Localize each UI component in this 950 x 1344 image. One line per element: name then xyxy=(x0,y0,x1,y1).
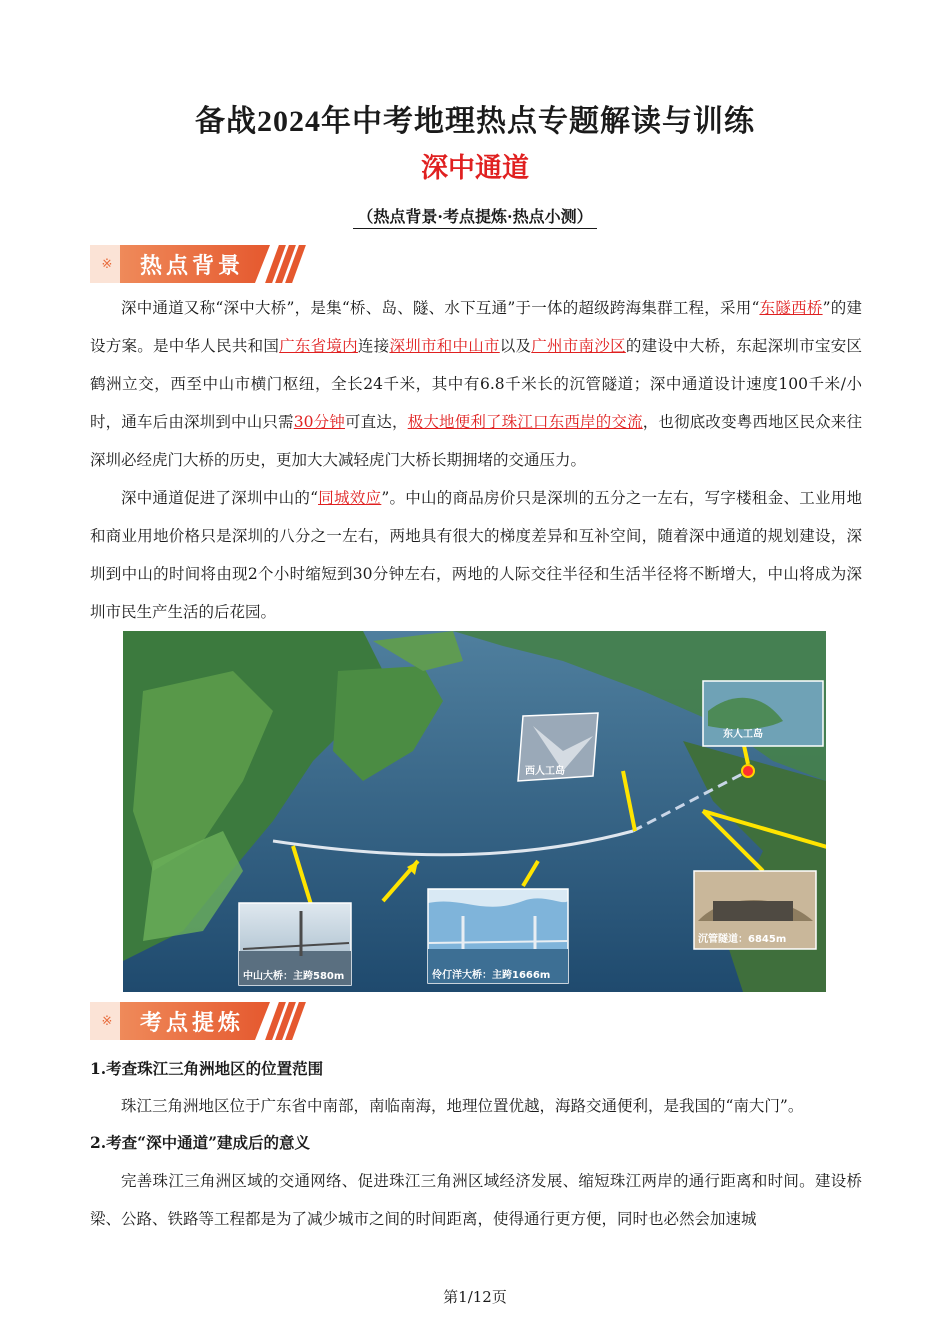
tunnel-inset xyxy=(694,871,816,949)
east-island-label: 东人工岛 xyxy=(723,729,763,740)
point-heading-2: 2.考查“深中通道”建成后的意义 xyxy=(90,1133,311,1152)
east-island-inset xyxy=(703,681,823,746)
point-paragraph-2: 完善珠江三角洲区域的交通网络、促进珠江三角洲区域经济发展、缩短珠江两岸的通行距离和时间。建设桥梁、公路、铁路等工程都是为了减少城市之间的时间距离，使得通行更方便，同时也必然会加速城 xyxy=(90,1172,862,1228)
zhongshan-bridge-inset xyxy=(239,903,351,985)
lingdingyang-bridge-inset xyxy=(428,889,568,983)
zhongshan-bridge-label: 中山大桥：主跨580m xyxy=(243,971,345,982)
point-heading-1: 1.考查珠江三角洲地区的位置范围 xyxy=(90,1059,324,1078)
highlight-text: 广州市南沙区 xyxy=(531,337,626,355)
section-banner-points xyxy=(90,1002,300,1040)
figure-illustration xyxy=(123,631,826,992)
background-paragraph-2: 深中通道促进了深圳中山的“同城效应”。中山的商品房价只是深圳的五分之一左右，写字楼租金、工业用地和商业用地价格只是深圳的八分之一左右，两地具有很大的梯度差异和互补空间，随着深中通道的规划建设，深圳到中山的时间将由现2个小时缩短到30分钟左右，两地的人际交往半径和生活半径将不断增大，中山将成为深圳市民生产生活的后花园。 xyxy=(90,489,862,621)
highlight-text: 同城效应 xyxy=(318,489,382,507)
document-subtitle: 深中通道 xyxy=(421,153,529,184)
section-title-points: 考点提炼 xyxy=(140,1011,245,1036)
background-paragraph-1: 深中通道又称“深中大桥”，是集“桥、岛、隧、水下互通”于一体的超级跨海集群工程，采用“东隧西桥”的建设方案。是中华人民共和国广东省境内连接深圳市和中山市以及广州市南沙区的建设中大桥，东起深圳市宝安区鹤洲立交，西至中山市横门枢纽，全长24千米，其中有6.8千米长的沉管隧道；深中通道设计速度100千米/小时，通车后由深圳到中山只需30分钟可直达，极大地便利了珠江口东西岸的交流，也彻底改变粤西地区民众来往深圳必经虎门大桥的历史，更加大大减轻虎门大桥长期拥堵的交通压力。 xyxy=(90,299,862,469)
section-banner-background xyxy=(90,245,300,283)
shenzhong-channel-figure xyxy=(123,631,826,992)
highlight-text: 东隧西桥 xyxy=(759,299,823,317)
highlight-text: 极大地便利了珠江口东西岸的交流 xyxy=(407,413,643,431)
west-island-inset xyxy=(518,713,598,781)
document-title: 备战2024年中考地理热点专题解读与训练 xyxy=(195,105,755,138)
highlight-text: 深圳市和中山市 xyxy=(389,337,500,355)
section-title-background: 热点背景 xyxy=(140,254,245,279)
west-island-label: 西人工岛 xyxy=(525,766,565,777)
highlight-text: 30分钟 xyxy=(293,413,345,431)
point-paragraph-1: 珠江三角洲地区位于广东省中南部，南临南海，地理位置优越，海路交通便利，是我国的“南大门”。 xyxy=(121,1097,804,1115)
document-tagline xyxy=(0,204,950,227)
asterisk-icon: ※ xyxy=(90,1002,124,1040)
tunnel-label: 沉管隧道：6845m xyxy=(698,934,787,945)
asterisk-icon: ※ xyxy=(90,245,124,283)
highlight-text: 广东省境内 xyxy=(279,337,358,355)
lingdingyang-bridge-label: 伶仃洋大桥：主跨1666m xyxy=(432,970,551,981)
page-number: 第1/12页 xyxy=(443,1288,507,1306)
tagline-text: （热点背景·考点提炼·热点小测） xyxy=(353,207,596,229)
